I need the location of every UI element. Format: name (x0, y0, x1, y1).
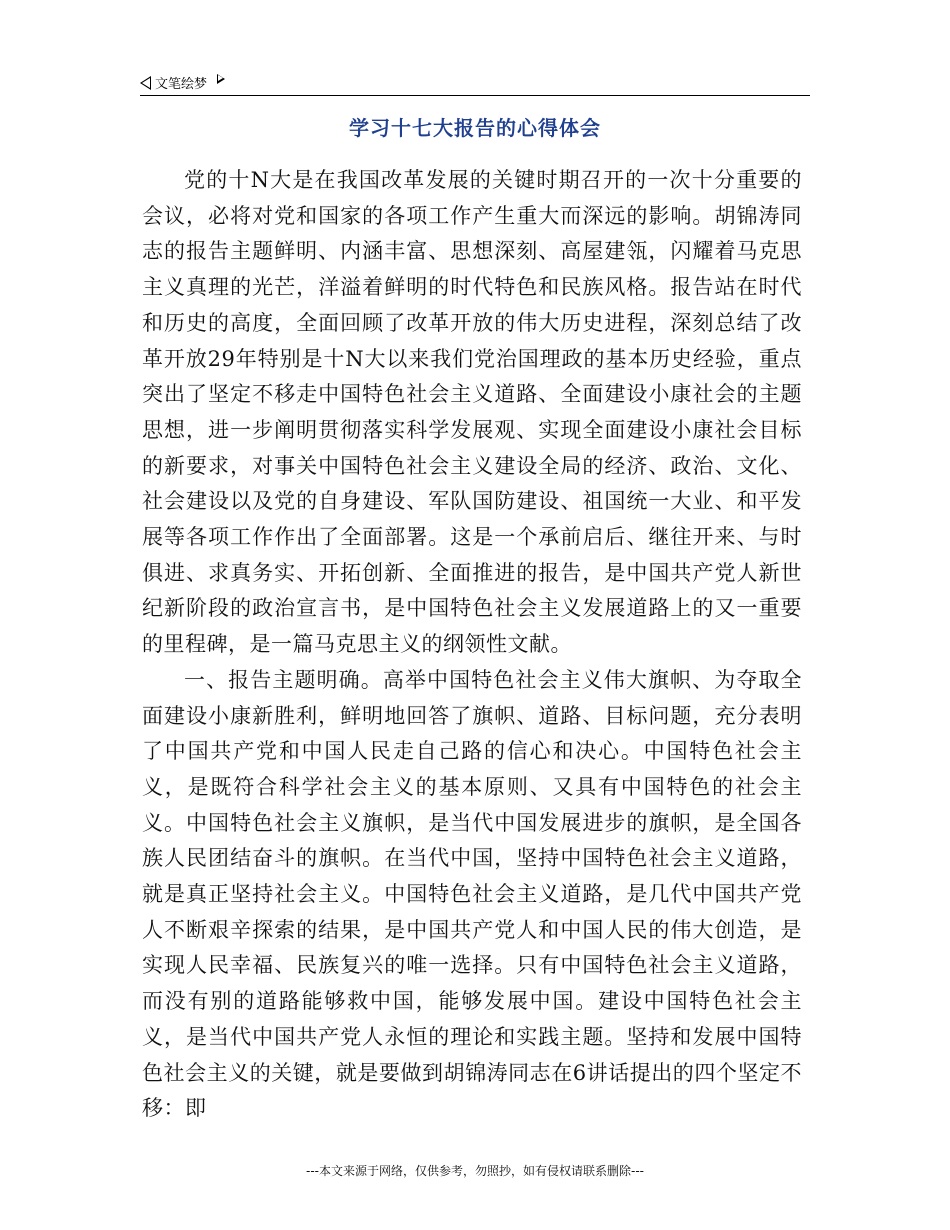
header-brand: 文笔绘梦 (155, 77, 208, 92)
paragraph-section-1: 一、报告主题明确。高举中国特色社会主义伟大旗帜、为夺取全面建设小康新胜利，鲜明地回答了旗帜、道路、目标问题，充分表明了中国共产党和中国人民走自己路的信心和决心。中国特色社会主义，是既符合科学社会主义的基本原则、又具有中国特色的社会主义。中国特色社会主义旗帜，是当代中国发展进步的旗帜，是全国各族人民团结奋斗的旗帜。在当代中国，坚持中国特色社会主义道路，就是真正坚持社会主义。中国特色社会主义道路，是几代中国共产党人不断艰辛探索的结果，是中国共产党人和中国人民的伟大创造，是实现人民幸福、民族复兴的唯一选择。只有中国特色社会主义道路，而没有别的道路能够救中国，能够发展中国。建设中国特色社会主义，是当代中国共产党人永恒的理论和实践主题。坚持和发展中国特色社会主义的关键，就是要做到胡锦涛同志在6讲话提出的四个坚定不移：即 (142, 667, 802, 1121)
triangle-left-icon (140, 76, 151, 90)
document-title: 学习十七大报告的心得体会 (349, 116, 601, 140)
page-header (140, 70, 810, 96)
triangle-right-icon (217, 74, 225, 84)
document-body (142, 163, 802, 1127)
paragraph-intro: 党的十N大是在我国改革发展的关键时期召开的一次十分重要的会议，必将对党和国家的各项工作产生重大而深远的影响。胡锦涛同志的报告主题鲜明、内涵丰富、思想深刻、高屋建瓴，闪耀着马克思主义真理的光芒，洋溢着鲜明的时代特色和民族风格。报告站在时代和历史的高度，全面回顾了改革开放的伟大历史进程，深刻总结了改革开放29年特别是十N大以来我们党治国理政的基本历史经验，重点突出了坚定不移走中国特色社会主义道路、全面建设小康社会的主题思想，进一步阐明贯彻落实科学发展观、实现全面建设小康社会目标的新要求，对事关中国特色社会主义建设全局的经济、政治、文化、社会建设以及党的自身建设、军队国防建设、祖国统一大业、和平发展等各项工作作出了全面部署。这是一个承前启后、继往开来、与时俱进、求真务实、开拓创新、全面推进的报告，是中国共产党人新世纪新阶段的政治宣言书，是中国特色社会主义发展道路上的又一重要的里程碑，是一篇马克思主义的纲领性文献。 (142, 168, 802, 657)
page-footer-note: ---本文来源于网络，仅供参考，勿照抄，如有侵权请联系删除--- (306, 1164, 644, 1178)
